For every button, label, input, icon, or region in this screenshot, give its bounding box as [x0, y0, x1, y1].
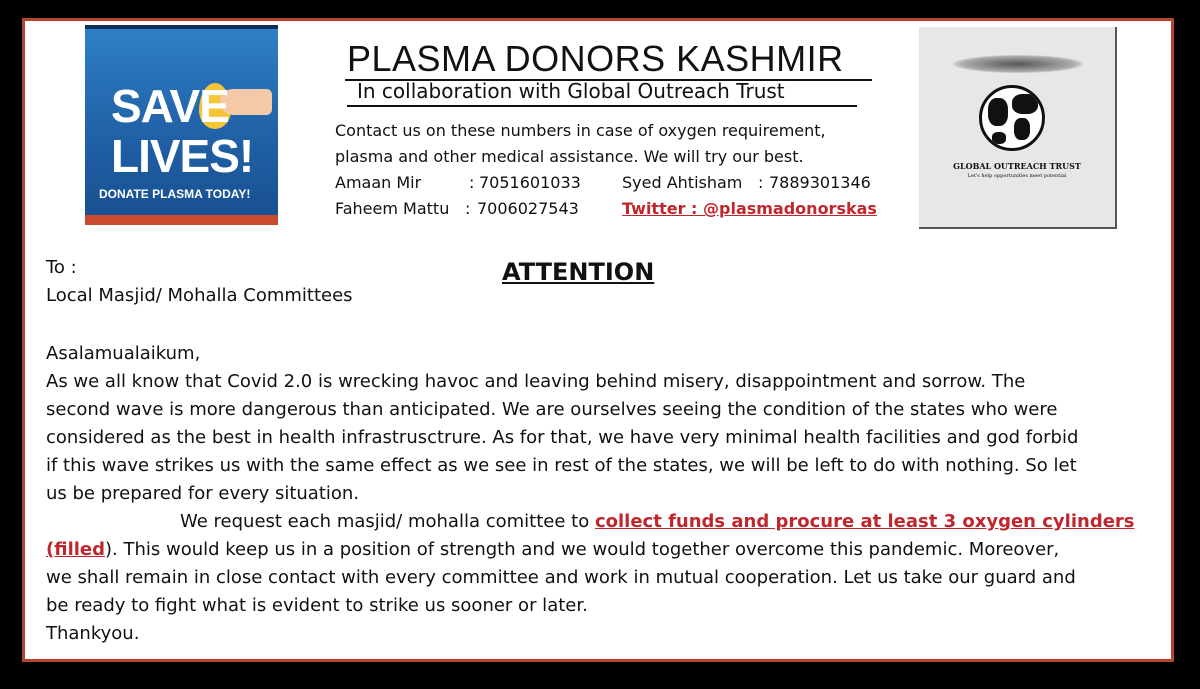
attention-heading: ATTENTION	[502, 258, 655, 286]
contact-syed-name: Syed Ahtisham	[622, 173, 743, 192]
contact-faheem-sep: :	[465, 199, 471, 218]
para2-line: be ready to fight what is evident to strike us sooner or later.	[46, 595, 588, 616]
logo-line-save: SAVE	[111, 80, 229, 132]
para1-line: As we all know that Covid 2.0 is wrecking havoc and leaving behind misery, disappointment and sorrow. The	[46, 371, 1026, 392]
request-text: We request each masjid/ mohalla comittee to	[180, 511, 595, 532]
collaboration-subtitle: In collaboration with Global Outreach Trust	[357, 79, 785, 103]
oxygen-request-highlight: collect funds and procure at least 3 oxygen cylinders	[594, 511, 1135, 532]
subtitle-underline	[347, 105, 857, 107]
trust-name: GLOBAL OUTREACH TRUST	[953, 161, 1081, 171]
global-outreach-logo	[919, 27, 1117, 229]
contact-intro-2: plasma and other medical assistance. We will try our best.	[335, 147, 804, 166]
contact-intro-1: Contact us on these numbers in case of oxygen requirement,	[335, 121, 826, 140]
contact-syed-sep: :	[758, 173, 764, 192]
para1-line: if this wave strikes us with the same effect as we see in rest of the states, we will be left to do with nothing. So let	[46, 455, 1077, 476]
globe-icon	[979, 85, 1045, 151]
recipient: Local Masjid/ Mohalla Committees	[46, 285, 353, 306]
request-line	[180, 511, 1135, 532]
request-continuation	[46, 539, 1059, 560]
closing: Thankyou.	[46, 623, 140, 644]
para1-line: us be prepared for every situation.	[46, 483, 360, 504]
contact-faheem-number: 7006027543	[477, 199, 579, 218]
request-continuation-text: ). This would keep us in a position of strength and we would together overcome this pandemic. Moreover,	[105, 539, 1060, 560]
twitter-handle-link[interactable]: Twitter : @plasmadonorskas	[622, 199, 877, 218]
contact-amaan-name: Amaan Mir	[335, 173, 422, 192]
trust-tagline: Let's help opportunities meet potential	[967, 173, 1067, 179]
logo-line-lives: LIVES!	[111, 130, 254, 182]
greeting: Asalamualaikum,	[46, 343, 201, 364]
org-title: PLASMA DONORS KASHMIR	[347, 38, 844, 79]
para1-line: considered as the best in health infrastrusctrure. As for that, we have very minimal health facilities and god forbid	[46, 427, 1079, 448]
logo-tagline: DONATE PLASMA TODAY!	[99, 187, 251, 201]
contact-amaan-sep: :	[469, 173, 475, 192]
to-label: To :	[46, 257, 77, 278]
save-lives-logo	[85, 25, 278, 225]
contact-syed-number: 7889301346	[769, 173, 871, 192]
logo-shadow	[953, 55, 1083, 73]
para2-line: we shall remain in close contact with every committee and work in mutual cooperation. Let us take our guard and	[46, 567, 1076, 588]
filled-highlight: (filled	[46, 539, 106, 560]
contact-amaan-number: 7051601033	[479, 173, 581, 192]
letter-page	[22, 18, 1174, 662]
para1-line: second wave is more dangerous than anticipated. We are ourselves seeing the condition of the states who were	[46, 399, 1058, 420]
contact-faheem-name: Faheem Mattu	[335, 199, 450, 218]
logo-strip	[85, 215, 278, 225]
